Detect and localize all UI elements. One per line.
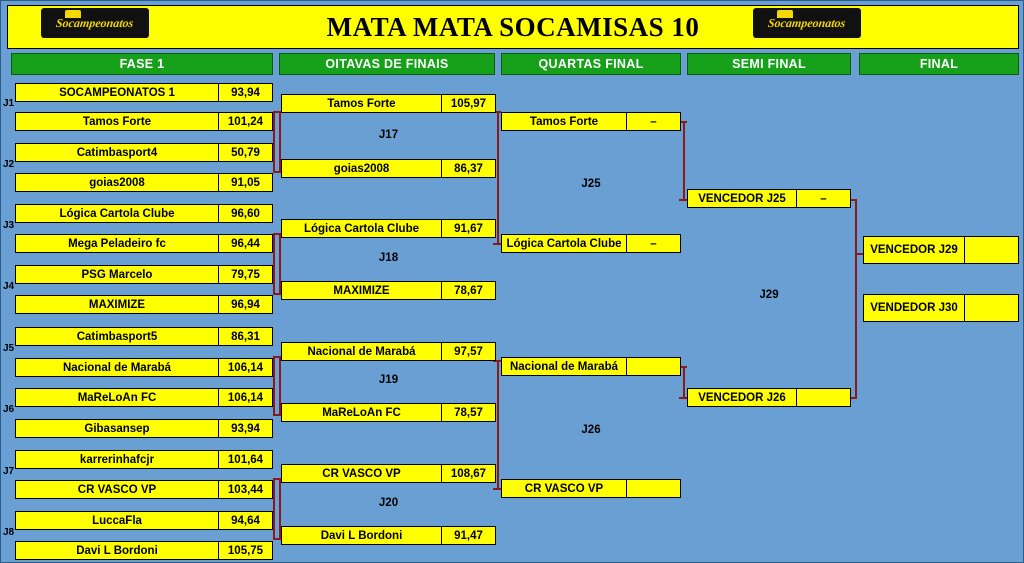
match-code-j25: J25 bbox=[581, 178, 601, 190]
team-score: 96,60 bbox=[218, 205, 272, 222]
logo-left-label: Socampeonatos bbox=[55, 15, 135, 30]
team-name: MAXIMIZE bbox=[88, 298, 146, 311]
team-name: CR VASCO VP bbox=[322, 467, 401, 480]
match-code-j19: J19 bbox=[378, 374, 399, 386]
quartas-team[interactable] bbox=[501, 357, 681, 376]
team-score: 94,64 bbox=[218, 512, 272, 529]
page-header bbox=[7, 5, 1019, 49]
fase1-team[interactable] bbox=[15, 295, 273, 314]
fase1-team[interactable] bbox=[15, 541, 273, 560]
team-name: CR VASCO VP bbox=[77, 483, 157, 496]
fase1-team[interactable] bbox=[15, 83, 273, 102]
team-score: 96,44 bbox=[218, 235, 272, 252]
team-name: VENCEDOR J29 bbox=[870, 244, 958, 256]
fase1-team[interactable] bbox=[15, 358, 273, 377]
round-header-fase1: FASE 1 bbox=[11, 53, 273, 75]
match-code-j20: J20 bbox=[378, 497, 399, 509]
match-code-j5: J5 bbox=[3, 343, 15, 354]
team-score: 106,14 bbox=[218, 359, 272, 376]
oitavas-team[interactable] bbox=[281, 159, 496, 178]
fase1-team[interactable] bbox=[15, 419, 273, 438]
team-name: Lógica Cartola Clube bbox=[303, 222, 420, 235]
match-code-j1: J1 bbox=[3, 98, 15, 109]
fase1-team[interactable] bbox=[15, 112, 273, 131]
team-name: Catimbasport5 bbox=[76, 330, 158, 343]
team-name: goias2008 bbox=[333, 162, 390, 175]
team-score: 96,94 bbox=[218, 296, 272, 313]
team-score bbox=[964, 237, 1018, 263]
team-score: 106,14 bbox=[218, 389, 272, 406]
team-name: Nacional de Marabá bbox=[307, 345, 416, 358]
quartas-team[interactable] bbox=[501, 234, 681, 253]
team-name: Gibasansep bbox=[84, 422, 150, 435]
match-code-j17: J17 bbox=[378, 129, 399, 141]
match-code-j26: J26 bbox=[581, 424, 601, 436]
round-header-semifinal: SEMI FINAL bbox=[687, 53, 851, 75]
team-score bbox=[626, 480, 680, 497]
match-code-j29: J29 bbox=[759, 289, 779, 301]
team-score: 91,05 bbox=[218, 174, 272, 191]
fase1-team[interactable] bbox=[15, 480, 273, 499]
oitavas-team[interactable] bbox=[281, 219, 496, 238]
team-name: Tamos Forte bbox=[82, 115, 152, 128]
team-score: 105,97 bbox=[441, 95, 495, 112]
match-code-j7: J7 bbox=[3, 466, 15, 477]
team-name: VENCEDOR J25 bbox=[698, 192, 786, 205]
fase1-team[interactable] bbox=[15, 234, 273, 253]
team-score: – bbox=[626, 235, 680, 252]
team-name: MAXIMIZE bbox=[333, 284, 390, 297]
oitavas-team[interactable] bbox=[281, 526, 496, 545]
page-title: MATA MATA SOCAMISAS 10 bbox=[326, 11, 700, 42]
oitavas-team[interactable] bbox=[281, 403, 496, 422]
team-name: VENDEDOR J30 bbox=[870, 302, 958, 314]
team-name: MaReLoAn FC bbox=[77, 391, 157, 404]
final-team[interactable] bbox=[863, 236, 1019, 264]
semifinal-team[interactable] bbox=[687, 189, 851, 208]
oitavas-team[interactable] bbox=[281, 342, 496, 361]
team-name: Tamos Forte bbox=[529, 115, 599, 128]
match-code-j8: J8 bbox=[3, 527, 15, 538]
logo-left bbox=[41, 8, 149, 38]
team-name: Davi L Bordoni bbox=[76, 544, 158, 557]
team-score: 91,47 bbox=[441, 527, 495, 544]
team-name: Davi L Bordoni bbox=[320, 529, 403, 542]
fase1-team[interactable] bbox=[15, 450, 273, 469]
team-score bbox=[964, 295, 1018, 321]
team-score: 93,94 bbox=[218, 420, 272, 437]
fase1-team[interactable] bbox=[15, 511, 273, 530]
team-score bbox=[796, 389, 850, 406]
team-name: karrerinhafcjr bbox=[79, 453, 155, 466]
fase1-team[interactable] bbox=[15, 327, 273, 346]
oitavas-team[interactable] bbox=[281, 281, 496, 300]
team-score: – bbox=[796, 190, 850, 207]
team-score: 78,67 bbox=[441, 282, 495, 299]
quartas-team[interactable] bbox=[501, 479, 681, 498]
team-score: 93,94 bbox=[218, 84, 272, 101]
team-score: 101,64 bbox=[218, 451, 272, 468]
team-score: 105,75 bbox=[218, 542, 272, 559]
team-score: 97,57 bbox=[441, 343, 495, 360]
team-score: 101,24 bbox=[218, 113, 272, 130]
team-score: 78,57 bbox=[441, 404, 495, 421]
quartas-team[interactable] bbox=[501, 112, 681, 131]
team-name: Catimbasport4 bbox=[76, 146, 158, 159]
team-score: 91,67 bbox=[441, 220, 495, 237]
team-name: Mega Peladeiro fc bbox=[68, 237, 166, 250]
team-score: 86,37 bbox=[441, 160, 495, 177]
fase1-team[interactable] bbox=[15, 173, 273, 192]
team-score: 108,67 bbox=[441, 465, 495, 482]
fase1-team[interactable] bbox=[15, 204, 273, 223]
team-name: VENCEDOR J26 bbox=[698, 391, 786, 404]
team-score bbox=[626, 358, 680, 375]
team-score: 50,79 bbox=[218, 144, 272, 161]
team-name: Lógica Cartola Clube bbox=[59, 207, 175, 220]
match-code-j4: J4 bbox=[3, 281, 15, 292]
semifinal-team[interactable] bbox=[687, 388, 851, 407]
team-score: 79,75 bbox=[218, 266, 272, 283]
match-code-j2: J2 bbox=[3, 159, 15, 170]
team-name: Lógica Cartola Clube bbox=[506, 237, 622, 250]
team-name: SOCAMPEONATOS 1 bbox=[59, 86, 175, 99]
round-header-quartas: QUARTAS FINAL bbox=[501, 53, 681, 75]
match-code-j3: J3 bbox=[3, 220, 15, 231]
logo-right bbox=[753, 8, 861, 38]
fase1-team[interactable] bbox=[15, 388, 273, 407]
final-team[interactable] bbox=[863, 294, 1019, 322]
team-name: Tamos Forte bbox=[327, 97, 396, 110]
match-code-j6: J6 bbox=[3, 404, 15, 415]
team-score: 103,44 bbox=[218, 481, 272, 498]
team-score: – bbox=[626, 113, 680, 130]
team-name: MaReLoAn FC bbox=[322, 406, 401, 419]
team-name: PSG Marcelo bbox=[81, 268, 153, 281]
team-name: Nacional de Marabá bbox=[509, 360, 618, 373]
team-score: 86,31 bbox=[218, 328, 272, 345]
logo-right-label: Socampeonatos bbox=[767, 15, 847, 30]
fase1-team[interactable] bbox=[15, 143, 273, 162]
round-header-oitavas: OITAVAS DE FINAIS bbox=[279, 53, 495, 75]
round-header-final: FINAL bbox=[859, 53, 1019, 75]
match-code-j18: J18 bbox=[378, 252, 399, 264]
team-name: CR VASCO VP bbox=[524, 482, 604, 495]
team-name: goias2008 bbox=[89, 176, 145, 189]
fase1-team[interactable] bbox=[15, 265, 273, 284]
team-name: LuccaFla bbox=[92, 514, 142, 527]
oitavas-team[interactable] bbox=[281, 464, 496, 483]
team-name: Nacional de Marabá bbox=[62, 361, 171, 374]
oitavas-team[interactable] bbox=[281, 94, 496, 113]
